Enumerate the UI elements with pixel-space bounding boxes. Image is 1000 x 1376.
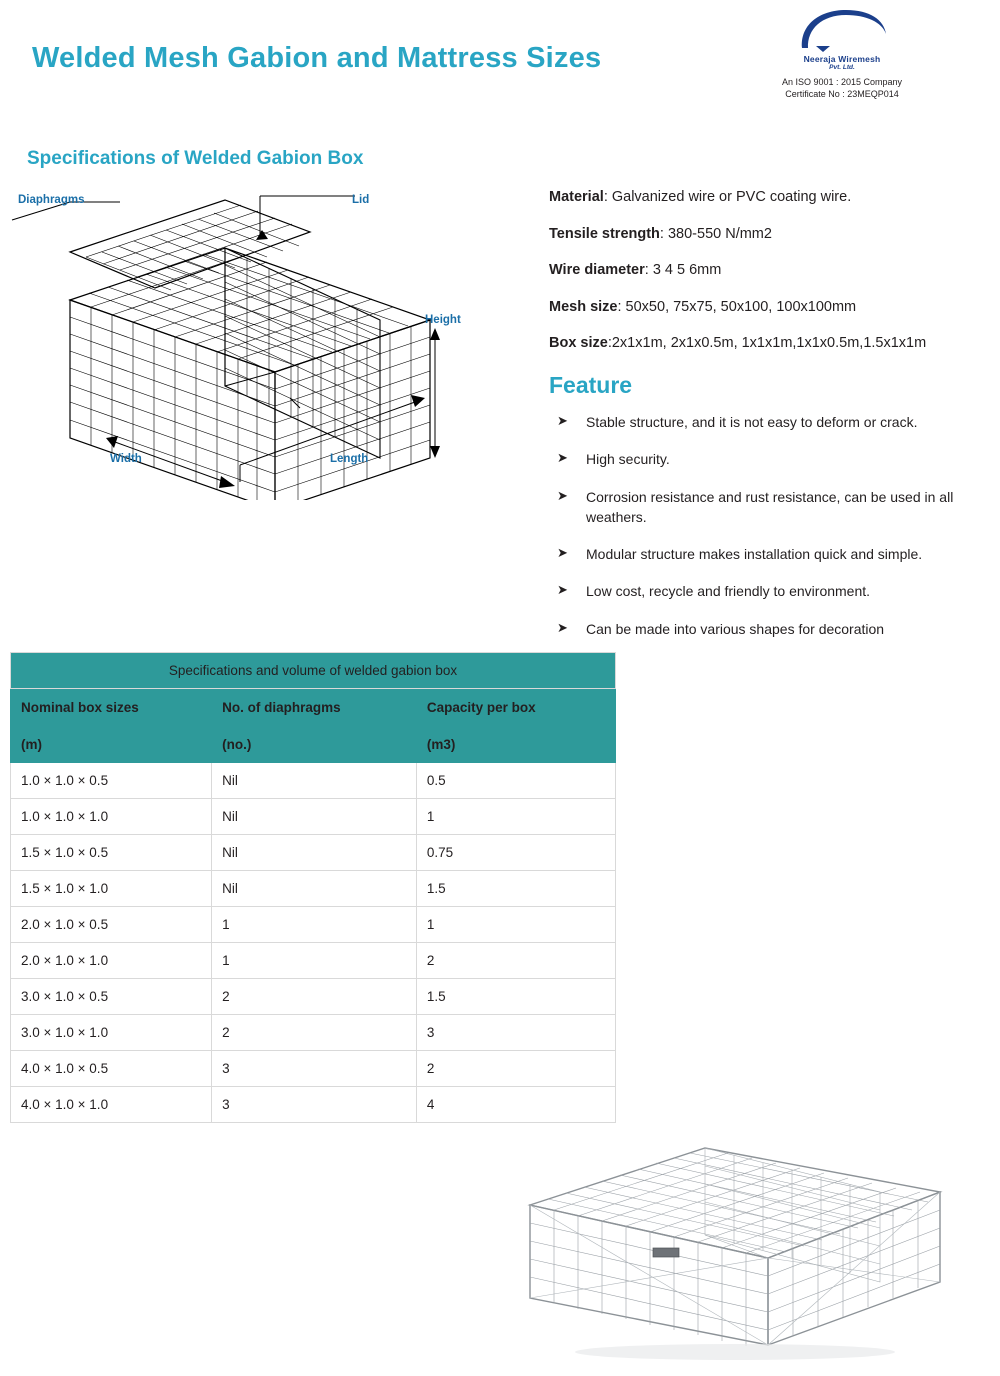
cell-nominal-size: 2.0 × 1.0 × 0.5	[11, 907, 212, 943]
table-row	[11, 1051, 616, 1087]
gabion-photo-svg	[500, 1130, 970, 1365]
welded-gabion-box-photo	[500, 1130, 970, 1365]
diagram-label-diaphragms: Diaphragms	[18, 194, 85, 206]
list-item	[549, 544, 989, 564]
table-row	[11, 1087, 616, 1123]
cell-diaphragms: Nil	[212, 799, 417, 835]
cell-capacity: 1	[416, 907, 615, 943]
spec-tensile-strength	[549, 227, 989, 242]
list-item	[549, 449, 989, 469]
column-header-capacity-per-box: Capacity per box	[416, 689, 615, 726]
arrow-bullet-icon: ➤	[557, 619, 568, 635]
diagram-label-height: Height	[425, 314, 461, 326]
logo-company-suffix: Pvt. Ltd.	[829, 64, 855, 71]
cell-capacity: 4	[416, 1087, 615, 1123]
material-specifications-list	[549, 190, 989, 373]
table-caption-row	[11, 653, 616, 689]
table-row	[11, 1015, 616, 1051]
cell-diaphragms: Nil	[212, 835, 417, 871]
spec-tensile-strength-value: : 380-550 N/mm2	[659, 225, 772, 242]
cell-diaphragms: Nil	[212, 763, 417, 799]
cell-nominal-size: 2.0 × 1.0 × 1.0	[11, 943, 212, 979]
column-unit-number: (no.)	[212, 726, 417, 763]
table-caption: Specifications and volume of welded gabion box	[11, 653, 616, 689]
table-row	[11, 979, 616, 1015]
spec-box-size-label: Box size	[549, 335, 608, 351]
arrow-bullet-icon: ➤	[557, 487, 568, 503]
arrow-bullet-icon: ➤	[557, 582, 568, 598]
feature-heading: Feature	[549, 372, 633, 398]
cell-capacity: 1.5	[416, 871, 615, 907]
iso-company-text: An ISO 9001 : 2015 Company	[781, 77, 903, 87]
table-row	[11, 871, 616, 907]
table-row	[11, 763, 616, 799]
table-row	[11, 943, 616, 979]
spec-box-size	[549, 336, 989, 351]
cell-capacity: 2	[416, 943, 615, 979]
page-title: Welded Mesh Gabion and Mattress Sizes	[32, 42, 602, 74]
cell-nominal-size: 1.0 × 1.0 × 0.5	[11, 763, 212, 799]
feature-item-text: Corrosion resistance and rust resistance, can be used in all weathers.	[586, 488, 954, 525]
cell-diaphragms: 2	[212, 979, 417, 1015]
spec-mesh-size-label: Mesh size	[549, 298, 618, 315]
cell-nominal-size: 1.5 × 1.0 × 0.5	[11, 835, 212, 871]
company-logo	[742, 8, 942, 100]
spec-material-value: : Galvanized wire or PVC coating wire.	[603, 189, 852, 205]
list-item	[549, 412, 989, 432]
cell-diaphragms: 1	[212, 907, 417, 943]
arrow-bullet-icon: ➤	[557, 545, 568, 561]
diagram-label-lid: Lid	[352, 194, 370, 206]
cell-nominal-size: 4.0 × 1.0 × 0.5	[11, 1051, 212, 1087]
spec-mesh-size	[549, 300, 989, 315]
feature-item-text: Modular structure makes installation quick and simple.	[586, 546, 923, 563]
cell-nominal-size: 1.0 × 1.0 × 1.0	[11, 799, 212, 835]
list-item	[549, 619, 989, 639]
spec-material	[549, 190, 989, 205]
list-item	[549, 581, 989, 601]
column-header-nominal-box-sizes: Nominal box sizes	[11, 689, 212, 726]
table-row	[11, 835, 616, 871]
gabion-box-svg	[10, 180, 510, 500]
spec-wire-diameter-label: Wire diameter	[549, 262, 645, 278]
cell-diaphragms: 3	[212, 1087, 417, 1123]
specifications-volume-table	[10, 652, 616, 1123]
spec-tensile-strength-label: Tensile strength	[549, 225, 660, 242]
section-title-specifications: Specifications of Welded Gabion Box	[27, 148, 364, 169]
feature-item-text: Low cost, recycle and friendly to environment.	[586, 583, 871, 600]
cell-capacity: 1.5	[416, 979, 615, 1015]
cell-capacity: 1	[416, 799, 615, 835]
column-unit-meters: (m)	[11, 726, 212, 763]
spec-wire-diameter-value: : 3 4 5 6mm	[644, 262, 722, 278]
iso-certification-line	[742, 76, 942, 100]
feature-list	[549, 412, 989, 656]
column-unit-cubic-meters: (m3)	[416, 726, 615, 763]
feature-item-text: Can be made into various shapes for decoration	[586, 620, 885, 637]
cell-capacity: 2	[416, 1051, 615, 1087]
gabion-box-line-diagram	[10, 180, 510, 500]
iso-certificate-number: Certificate No : 23MEQP014	[785, 89, 899, 100]
logo-company-name: Neeraja Wiremesh	[803, 54, 881, 64]
cell-capacity: 0.5	[416, 763, 615, 799]
cell-nominal-size: 1.5 × 1.0 × 1.0	[11, 871, 212, 907]
spec-box-size-value: :2x1x1m, 2x1x0.5m, 1x1x1m,1x1x0.5m,1.5x1x1m	[607, 335, 927, 351]
page-header	[0, 0, 1000, 110]
cell-nominal-size: 3.0 × 1.0 × 0.5	[11, 979, 212, 1015]
spec-wire-diameter	[549, 263, 989, 278]
spec-material-label: Material	[549, 189, 604, 205]
diagram-label-width: Width	[110, 453, 142, 465]
table-header-row	[11, 689, 616, 726]
diagram-label-length: Length	[330, 453, 369, 465]
cell-diaphragms: 3	[212, 1051, 417, 1087]
column-header-no-of-diaphragms: No. of diaphragms	[212, 689, 417, 726]
cell-diaphragms: 1	[212, 943, 417, 979]
cell-nominal-size: 3.0 × 1.0 × 1.0	[11, 1015, 212, 1051]
logo-swoosh-icon	[796, 8, 888, 52]
arrow-bullet-icon: ➤	[557, 450, 568, 466]
table-row	[11, 799, 616, 835]
feature-item-text: High security.	[586, 451, 670, 468]
wiremesh-logo-icon	[788, 8, 896, 58]
cell-diaphragms: Nil	[212, 871, 417, 907]
cell-capacity: 3	[416, 1015, 615, 1051]
spec-mesh-size-value: : 50x50, 75x75, 50x100, 100x100mm	[617, 298, 857, 315]
arrow-bullet-icon: ➤	[557, 413, 568, 428]
cell-diaphragms: 2	[212, 1015, 417, 1051]
list-item	[549, 487, 989, 528]
feature-item-text: Stable structure, and it is not easy to deform or crack.	[586, 414, 918, 430]
cell-nominal-size: 4.0 × 1.0 × 1.0	[11, 1087, 212, 1123]
table-units-row	[11, 726, 616, 763]
table-row	[11, 907, 616, 943]
cell-capacity: 0.75	[416, 835, 615, 871]
